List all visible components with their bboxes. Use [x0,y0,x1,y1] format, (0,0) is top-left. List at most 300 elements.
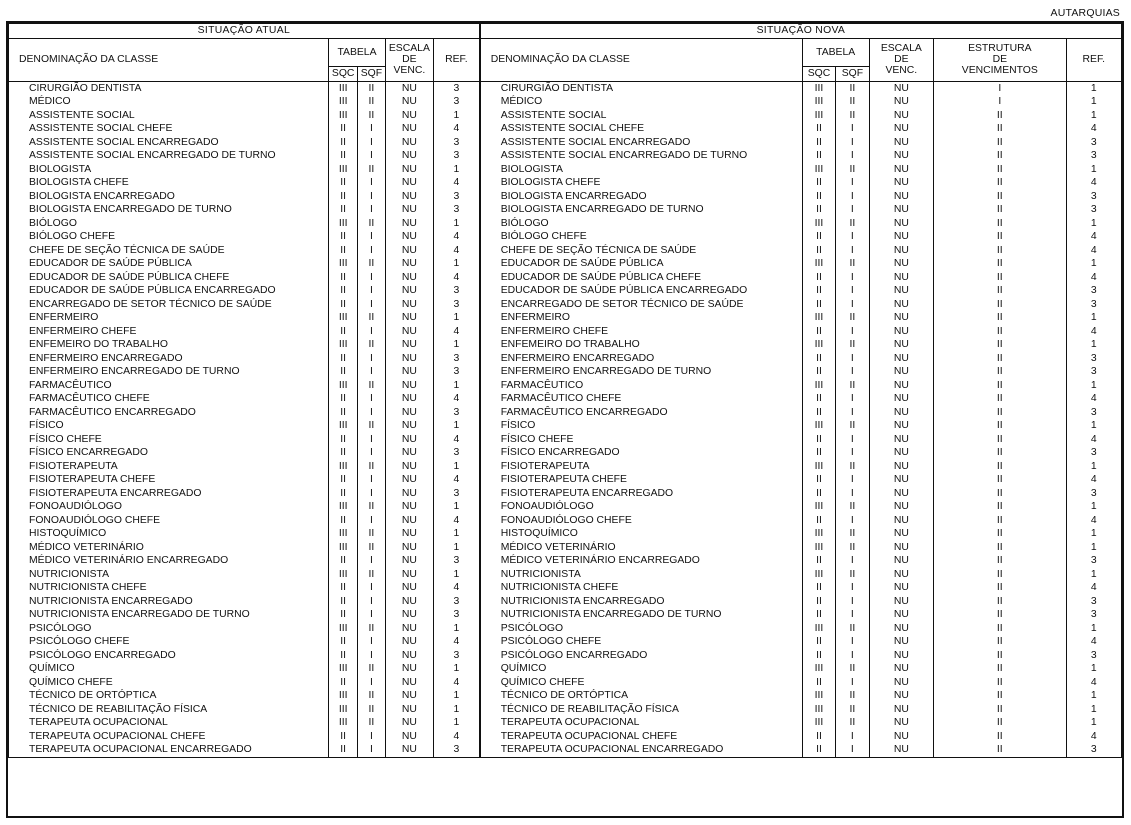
cell-atual-sqc: III [329,716,358,730]
cell-nova-sqc: II [802,203,835,217]
cell-nova-denominacao: ASSISTENTE SOCIAL ENCARREGADO [480,136,803,150]
cell-nova-estrutura: II [934,406,1066,420]
cell-atual-sqf: II [358,527,386,541]
cell-atual-ref: 1 [434,716,480,730]
table-header [9,24,1122,82]
cell-nova-sqc: II [802,595,835,609]
cell-nova-estrutura: II [934,203,1066,217]
cell-atual-escala: NU [385,257,433,271]
cell-atual-ref: 3 [434,595,480,609]
cell-nova-sqf: I [836,392,869,406]
cell-atual-escala: NU [385,568,433,582]
cell-nova-sqc: III [802,689,835,703]
cell-nova-sqc: III [802,716,835,730]
cell-atual-ref: 1 [434,338,480,352]
cell-nova-escala: NU [869,298,934,312]
table-row [9,527,1122,541]
cell-nova-estrutura: I [934,95,1066,109]
cell-nova-ref: 3 [1066,649,1121,663]
cell-atual-ref: 3 [434,149,480,163]
cell-nova-estrutura: II [934,662,1066,676]
cell-nova-sqf: I [836,433,869,447]
cell-atual-escala: NU [385,352,433,366]
cell-nova-ref: 1 [1066,338,1121,352]
cell-atual-ref: 4 [434,635,480,649]
cell-nova-denominacao: BIÓLOGO CHEFE [480,230,803,244]
table-row [9,352,1122,366]
cell-nova-ref: 3 [1066,554,1121,568]
cell-nova-denominacao: ENCARREGADO DE SETOR TÉCNICO DE SAÚDE [480,298,803,312]
table-row [9,81,1122,95]
cell-nova-ref: 1 [1066,163,1121,177]
cell-nova-sqf: I [836,608,869,622]
cell-atual-denominacao: FARMACÊUTICO CHEFE [9,392,329,406]
header-sqf-nova: SQF [836,67,869,82]
cell-nova-denominacao: BIOLOGISTA ENCARREGADO [480,190,803,204]
cell-nova-denominacao: ENFERMEIRO ENCARREGADO [480,352,803,366]
cell-nova-denominacao: FISIOTERAPEUTA ENCARREGADO [480,487,803,501]
header-denominacao-nova: DENOMINAÇÃO DA CLASSE [480,39,803,82]
cell-nova-estrutura: II [934,230,1066,244]
cell-atual-escala: NU [385,473,433,487]
cell-nova-escala: NU [869,163,934,177]
cell-atual-escala: NU [385,743,433,757]
cell-nova-ref: 1 [1066,662,1121,676]
table-row [9,176,1122,190]
cell-atual-escala: NU [385,662,433,676]
cell-atual-sqf: I [358,136,386,150]
cell-atual-escala: NU [385,163,433,177]
cell-nova-denominacao: TERAPEUTA OCUPACIONAL CHEFE [480,730,803,744]
cell-nova-sqc: II [802,635,835,649]
cell-nova-ref: 1 [1066,527,1121,541]
table-row [9,122,1122,136]
cell-nova-estrutura: II [934,365,1066,379]
cell-atual-denominacao: FONOAUDIÓLOGO [9,500,329,514]
cell-nova-escala: NU [869,352,934,366]
header-ref-atual: REF. [434,39,480,82]
cell-atual-sqf: I [358,122,386,136]
cell-nova-sqf: II [836,109,869,123]
cell-atual-denominacao: FISIOTERAPEUTA CHEFE [9,473,329,487]
cell-atual-sqf: II [358,541,386,555]
cell-nova-sqc: II [802,244,835,258]
table-row [9,190,1122,204]
cell-nova-ref: 4 [1066,176,1121,190]
cell-nova-escala: NU [869,716,934,730]
cell-atual-escala: NU [385,446,433,460]
cell-atual-sqc: II [329,365,358,379]
cell-atual-escala: NU [385,433,433,447]
cell-nova-estrutura: II [934,352,1066,366]
cell-nova-estrutura: II [934,487,1066,501]
cell-nova-ref: 4 [1066,244,1121,258]
cell-nova-escala: NU [869,190,934,204]
cell-nova-sqf: I [836,554,869,568]
cell-atual-ref: 4 [434,122,480,136]
cell-atual-escala: NU [385,635,433,649]
cell-nova-sqf: II [836,541,869,555]
cell-nova-denominacao: EDUCADOR DE SAÚDE PÚBLICA [480,257,803,271]
cell-nova-estrutura: II [934,446,1066,460]
table-row [9,284,1122,298]
cell-nova-sqf: I [836,406,869,420]
cell-nova-estrutura: II [934,217,1066,231]
table-row [9,554,1122,568]
cell-atual-sqc: II [329,635,358,649]
cell-nova-denominacao: ASSISTENTE SOCIAL [480,109,803,123]
cell-atual-sqc: III [329,689,358,703]
cell-nova-escala: NU [869,500,934,514]
cell-nova-escala: NU [869,473,934,487]
cell-nova-denominacao: FÍSICO ENCARREGADO [480,446,803,460]
cell-nova-escala: NU [869,608,934,622]
cell-atual-denominacao: EDUCADOR DE SAÚDE PÚBLICA [9,257,329,271]
cell-atual-escala: NU [385,419,433,433]
cell-nova-denominacao: HISTOQUÍMICO [480,527,803,541]
cell-atual-escala: NU [385,514,433,528]
cell-atual-sqc: II [329,122,358,136]
cell-nova-denominacao: PSICÓLOGO ENCARREGADO [480,649,803,663]
cell-atual-sqc: III [329,338,358,352]
cell-nova-escala: NU [869,392,934,406]
cell-atual-escala: NU [385,500,433,514]
cell-atual-sqc: III [329,541,358,555]
header-sqc-atual: SQC [329,67,358,82]
cell-atual-sqf: II [358,689,386,703]
cell-atual-denominacao: QUÍMICO CHEFE [9,676,329,690]
cell-nova-sqf: I [836,446,869,460]
cell-nova-sqc: II [802,392,835,406]
table-row [9,608,1122,622]
cell-nova-sqc: II [802,284,835,298]
cell-nova-sqc: II [802,433,835,447]
cell-atual-escala: NU [385,122,433,136]
cell-atual-ref: 1 [434,689,480,703]
cell-atual-ref: 1 [434,217,480,231]
cell-nova-denominacao: QUÍMICO CHEFE [480,676,803,690]
cell-nova-estrutura: II [934,419,1066,433]
cell-nova-sqc: III [802,311,835,325]
cell-nova-sqc: II [802,473,835,487]
cell-atual-escala: NU [385,527,433,541]
cell-nova-escala: NU [869,230,934,244]
cell-atual-escala: NU [385,190,433,204]
cell-atual-denominacao: NUTRICIONISTA CHEFE [9,581,329,595]
table-row [9,743,1122,757]
cell-nova-escala: NU [869,541,934,555]
cell-nova-denominacao: FARMACÊUTICO ENCARREGADO [480,406,803,420]
table-row [9,460,1122,474]
cell-atual-sqf: I [358,365,386,379]
cell-nova-sqf: II [836,689,869,703]
cell-atual-ref: 4 [434,244,480,258]
cell-atual-denominacao: ENFERMEIRO ENCARREGADO [9,352,329,366]
cell-nova-estrutura: II [934,554,1066,568]
cell-atual-escala: NU [385,338,433,352]
cell-atual-ref: 1 [434,662,480,676]
cell-nova-estrutura: II [934,176,1066,190]
cell-nova-ref: 1 [1066,379,1121,393]
cell-nova-denominacao: TERAPEUTA OCUPACIONAL [480,716,803,730]
cell-atual-escala: NU [385,581,433,595]
table-row [9,689,1122,703]
cell-nova-escala: NU [869,433,934,447]
cell-nova-sqf: I [836,149,869,163]
document-page [6,4,1126,820]
cell-nova-ref: 1 [1066,419,1121,433]
cell-atual-sqf: II [358,716,386,730]
cell-atual-sqf: II [358,460,386,474]
cell-nova-estrutura: II [934,149,1066,163]
cell-atual-ref: 1 [434,568,480,582]
cell-nova-sqc: II [802,581,835,595]
cell-nova-sqf: I [836,514,869,528]
table-row [9,568,1122,582]
cell-atual-denominacao: PSICÓLOGO [9,622,329,636]
cell-atual-denominacao: ENFERMEIRO [9,311,329,325]
cell-atual-sqf: I [358,595,386,609]
cell-atual-ref: 4 [434,176,480,190]
cell-nova-sqc: II [802,608,835,622]
cell-nova-sqf: I [836,176,869,190]
cell-nova-sqf: I [836,284,869,298]
classes-table [8,23,1122,758]
cell-nova-sqc: III [802,527,835,541]
cell-nova-escala: NU [869,338,934,352]
cell-nova-ref: 4 [1066,230,1121,244]
cell-nova-sqc: II [802,176,835,190]
table-row [9,541,1122,555]
cell-atual-sqf: I [358,514,386,528]
cell-nova-estrutura: II [934,541,1066,555]
cell-atual-denominacao: FÍSICO CHEFE [9,433,329,447]
cell-nova-escala: NU [869,514,934,528]
cell-atual-escala: NU [385,716,433,730]
cell-atual-sqc: II [329,730,358,744]
header-estrutura-nova: ESTRUTURA DE VENCIMENTOS [934,39,1066,82]
cell-atual-sqc: II [329,446,358,460]
cell-nova-escala: NU [869,217,934,231]
cell-nova-escala: NU [869,446,934,460]
cell-atual-sqc: II [329,392,358,406]
cell-nova-ref: 3 [1066,446,1121,460]
cell-atual-escala: NU [385,649,433,663]
cell-nova-sqc: III [802,541,835,555]
header-tabela-atual: TABELA [329,39,385,67]
cell-atual-escala: NU [385,703,433,717]
cell-nova-sqc: II [802,514,835,528]
cell-nova-denominacao: FISIOTERAPEUTA CHEFE [480,473,803,487]
header-situacao-nova: SITUAÇÃO NOVA [480,24,1122,39]
cell-atual-sqc: II [329,244,358,258]
cell-nova-estrutura: II [934,392,1066,406]
cell-nova-ref: 1 [1066,568,1121,582]
cell-nova-estrutura: II [934,433,1066,447]
cell-atual-denominacao: BIOLOGISTA CHEFE [9,176,329,190]
cell-nova-sqf: I [836,365,869,379]
cell-atual-denominacao: ENFERMEIRO CHEFE [9,325,329,339]
cell-nova-escala: NU [869,257,934,271]
cell-atual-denominacao: TERAPEUTA OCUPACIONAL CHEFE [9,730,329,744]
cell-atual-sqc: III [329,500,358,514]
cell-nova-sqc: III [802,379,835,393]
cell-nova-sqc: II [802,406,835,420]
cell-nova-denominacao: ASSISTENTE SOCIAL ENCARREGADO DE TURNO [480,149,803,163]
table-row [9,514,1122,528]
cell-nova-estrutura: II [934,298,1066,312]
cell-nova-denominacao: PSICÓLOGO [480,622,803,636]
cell-nova-escala: NU [869,325,934,339]
table-row [9,595,1122,609]
cell-nova-estrutura: II [934,568,1066,582]
cell-nova-estrutura: II [934,676,1066,690]
cell-nova-ref: 1 [1066,689,1121,703]
cell-nova-denominacao: FISIOTERAPEUTA [480,460,803,474]
table-row [9,244,1122,258]
cell-nova-sqf: II [836,81,869,95]
cell-nova-estrutura: II [934,635,1066,649]
table-row [9,419,1122,433]
cell-atual-ref: 3 [434,406,480,420]
cell-nova-escala: NU [869,581,934,595]
table-row [9,730,1122,744]
cell-nova-sqc: II [802,446,835,460]
cell-nova-sqf: I [836,298,869,312]
cell-nova-sqc: II [802,190,835,204]
cell-atual-escala: NU [385,244,433,258]
cell-nova-estrutura: II [934,514,1066,528]
table-row [9,365,1122,379]
cell-atual-denominacao: ASSISTENTE SOCIAL ENCARREGADO [9,136,329,150]
table-row [9,311,1122,325]
cell-atual-ref: 1 [434,622,480,636]
cell-nova-escala: NU [869,568,934,582]
cell-nova-estrutura: II [934,136,1066,150]
cell-nova-sqc: II [802,352,835,366]
cell-atual-sqc: III [329,419,358,433]
cell-nova-denominacao: BIOLOGISTA ENCARREGADO DE TURNO [480,203,803,217]
cell-nova-sqf: I [836,271,869,285]
cell-atual-sqf: I [358,743,386,757]
cell-nova-ref: 3 [1066,352,1121,366]
header-ref-nova: REF. [1066,39,1121,82]
cell-nova-denominacao: ENFERMEIRO ENCARREGADO DE TURNO [480,365,803,379]
cell-atual-denominacao: FARMACÊUTICO ENCARREGADO [9,406,329,420]
cell-atual-ref: 3 [434,298,480,312]
cell-nova-sqf: I [836,190,869,204]
cell-nova-sqf: I [836,730,869,744]
table-row [9,622,1122,636]
cell-nova-escala: NU [869,527,934,541]
cell-nova-ref: 3 [1066,298,1121,312]
cell-nova-sqc: II [802,365,835,379]
cell-atual-ref: 1 [434,311,480,325]
cell-atual-ref: 3 [434,352,480,366]
cell-nova-estrutura: II [934,500,1066,514]
header-sqf-atual: SQF [358,67,386,82]
cell-nova-sqf: I [836,649,869,663]
cell-atual-ref: 1 [434,703,480,717]
cell-nova-sqc: II [802,122,835,136]
cell-atual-ref: 3 [434,203,480,217]
cell-nova-ref: 4 [1066,514,1121,528]
cell-nova-ref: 4 [1066,122,1121,136]
cell-atual-sqc: II [329,554,358,568]
cell-nova-sqf: II [836,163,869,177]
table-frame [6,21,1124,818]
table-row [9,635,1122,649]
cell-nova-sqc: III [802,95,835,109]
cell-atual-ref: 1 [434,500,480,514]
cell-nova-escala: NU [869,149,934,163]
cell-nova-denominacao: ENFEMEIRO DO TRABALHO [480,338,803,352]
cell-nova-escala: NU [869,689,934,703]
cell-atual-sqf: I [358,284,386,298]
cell-atual-escala: NU [385,298,433,312]
cell-atual-escala: NU [385,622,433,636]
cell-nova-denominacao: BIOLOGISTA CHEFE [480,176,803,190]
cell-atual-sqf: I [358,446,386,460]
table-row [9,271,1122,285]
cell-nova-sqc: II [802,271,835,285]
cell-atual-sqf: I [358,230,386,244]
cell-nova-ref: 4 [1066,271,1121,285]
cell-nova-sqf: I [836,136,869,150]
cell-atual-escala: NU [385,284,433,298]
cell-atual-ref: 3 [434,136,480,150]
cell-nova-sqf: I [836,581,869,595]
cell-atual-escala: NU [385,595,433,609]
cell-nova-estrutura: II [934,581,1066,595]
cell-atual-sqf: II [358,419,386,433]
cell-atual-denominacao: ASSISTENTE SOCIAL CHEFE [9,122,329,136]
cell-atual-sqf: I [358,473,386,487]
cell-nova-denominacao: NUTRICIONISTA ENCARREGADO DE TURNO [480,608,803,622]
table-row [9,136,1122,150]
cell-nova-estrutura: II [934,325,1066,339]
cell-nova-sqf: II [836,379,869,393]
cell-nova-estrutura: II [934,743,1066,757]
cell-atual-ref: 1 [434,460,480,474]
cell-atual-sqc: III [329,163,358,177]
cell-atual-sqc: II [329,514,358,528]
cell-nova-sqf: II [836,568,869,582]
cell-atual-sqc: II [329,298,358,312]
cell-atual-ref: 4 [434,514,480,528]
cell-nova-estrutura: II [934,311,1066,325]
cell-nova-denominacao: TÉCNICO DE ORTÓPTICA [480,689,803,703]
cell-nova-ref: 3 [1066,365,1121,379]
cell-nova-sqc: III [802,662,835,676]
header-sqc-nova: SQC [802,67,835,82]
cell-nova-ref: 3 [1066,487,1121,501]
cell-atual-sqf: II [358,379,386,393]
cell-atual-escala: NU [385,406,433,420]
cell-atual-escala: NU [385,81,433,95]
cell-atual-sqf: I [358,298,386,312]
cell-atual-escala: NU [385,379,433,393]
cell-nova-estrutura: II [934,271,1066,285]
cell-nova-ref: 1 [1066,716,1121,730]
cell-nova-estrutura: II [934,595,1066,609]
cell-nova-ref: 1 [1066,109,1121,123]
table-row [9,392,1122,406]
cell-nova-estrutura: II [934,122,1066,136]
table-row [9,433,1122,447]
cell-nova-escala: NU [869,284,934,298]
cell-atual-denominacao: HISTOQUÍMICO [9,527,329,541]
